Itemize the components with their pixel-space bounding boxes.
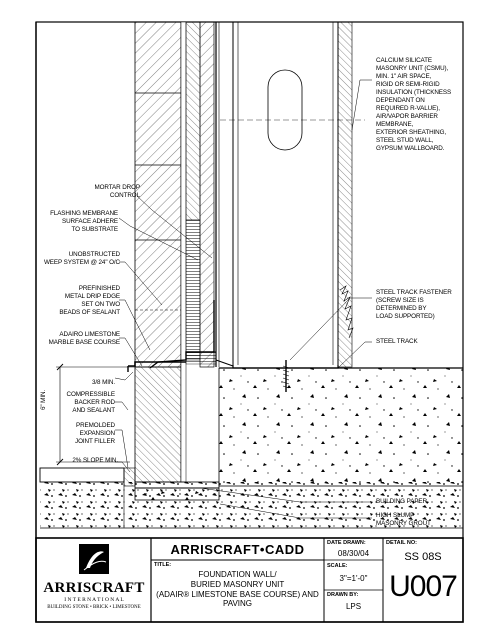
- note-fastener: STEEL TRACK FASTENER (SCREW SIZE IS DETERMINED BY LOAD SUPPORTED): [376, 289, 452, 320]
- concrete-slab: [219, 368, 463, 486]
- arriscraft-logo-icon: [79, 544, 109, 574]
- base-course: [135, 367, 181, 482]
- title-line-1: FOUNDATION WALL/: [198, 570, 277, 579]
- gypsum-board: [338, 22, 352, 367]
- note-adair: ADAIRO LIMESTONE MARBLE BASE COURSE: [48, 331, 120, 346]
- note-backer-rod: COMPRESSIBLE BACKER ROD AND SEALANT: [66, 391, 115, 414]
- note-drip-edge: PREFINISHED METAL DRIP EDGE SET ON TWO BEADS OF SEALANT: [59, 285, 120, 316]
- note-steel-track: STEEL TRACK: [376, 338, 418, 345]
- detail-code: SS 08S: [404, 551, 442, 563]
- note-csmu: CALCIUM SILICATE MASONRY UNIT (CSMU), MIN. 1" AIR SPACE, RIGID OR SEMI-RIGID INSULATION (THICKNESS DEPENDANT ON REQUIRED R-VALUE), AIR/VAPOR BARRIER MEMBRANE, EXTERIOR SHEATHING, STEEL STUD WALL, GYPSUM WALLBOARD.: [376, 57, 452, 152]
- detail-label: DETAIL NO:: [386, 540, 417, 546]
- note-joint-filler: PREMOLDED EXPANSION JOINT FILLER: [75, 422, 115, 445]
- title-line-3: (ADAIR® LIMESTONE BASE COURSE) AND PAVING: [156, 590, 319, 608]
- title-label: TITLE:: [154, 562, 172, 568]
- note-slope: 2% SLOPE MIN.: [72, 457, 118, 464]
- cadd-title: ARRISCRAFT•CADD: [170, 542, 305, 557]
- scale-label: SCALE:: [327, 563, 348, 569]
- note-mortar-drop: MORTAR DROP CONTROL: [94, 184, 140, 199]
- sheathing: [200, 22, 214, 367]
- note-three-eighths: 3/8 MIN.: [92, 379, 115, 386]
- note-grout: HIGH SLUMP MASONRY GROUT: [376, 512, 431, 527]
- company-tagline: BUILDING STONE • BRICK • LIMESTONE: [47, 605, 141, 610]
- note-building-paper: BUILDING PAPER: [376, 498, 427, 505]
- detail-number: U007: [389, 570, 457, 603]
- date-value: 08/30/04: [337, 549, 370, 558]
- csmu-veneer: [135, 22, 181, 367]
- drawn-value: LPS: [345, 602, 362, 611]
- drawn-label: DRAWN BY:: [327, 592, 359, 598]
- company-sub: I N T E R N A T I O N A L: [64, 597, 124, 603]
- title-line-2: BURIED MASONRY UNIT: [190, 580, 285, 589]
- note-flashing: FLASHING MEMBRANE SURFACE ADHERE TO SUBSTRATE: [50, 210, 118, 233]
- paving: [40, 468, 124, 482]
- note-weep: UNOBSTRUCTED WEEP SYSTEM @ 24" O/C: [43, 251, 120, 266]
- company-name: ARRISCRAFT: [43, 580, 145, 596]
- scale-value: 3"=1'-0": [339, 574, 368, 583]
- insulation: [186, 220, 200, 360]
- note-six-min: 6" MIN.: [40, 389, 47, 410]
- stud-knockout: [268, 70, 302, 150]
- date-label: DATE DRAWN:: [327, 540, 366, 546]
